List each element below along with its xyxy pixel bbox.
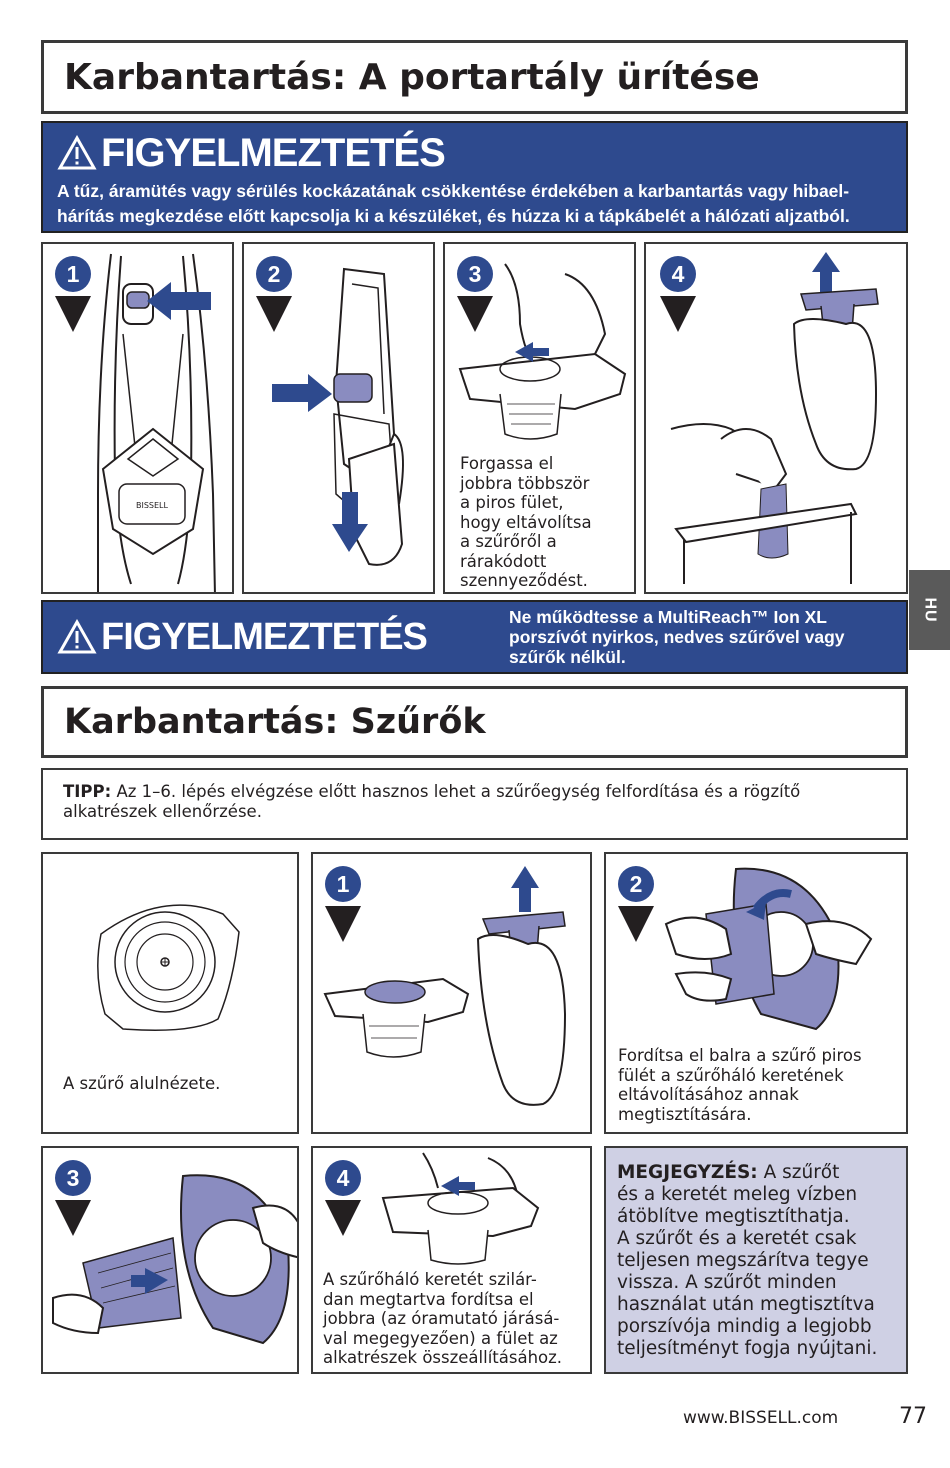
filter-step-number-2: 2	[618, 866, 654, 902]
step-arrow-icon	[325, 906, 361, 942]
logo-text: BISSELL	[136, 501, 168, 510]
filter-bottom-view-panel	[41, 852, 299, 1134]
filter-step-number-4: 4	[325, 1160, 361, 1196]
step-panel-1	[41, 242, 234, 594]
page-number: 77	[899, 1404, 927, 1429]
warning-box	[41, 121, 908, 233]
step-panel-2	[242, 242, 435, 594]
step-arrow-icon	[660, 296, 696, 332]
warning-text: A tűz, áramütés vagy sérülés kockázatának csökkentése érdekében a karbantartás vagy hibael- hárítás megkezdése előtt kapcsolja ki a készüléket, és húzza ki a tápkábelét a hálózati aljzatból.	[57, 181, 850, 226]
filter-step-number-3: 3	[55, 1160, 91, 1196]
note-box: MEGJEGYZÉS: A szűrőt és a keretét meleg vízben átöblítve megtisztíthatja. A szűrőt és a keretét csak teljesen megszárítva tegye vissza. A szűrőt minden használat után megtisztítva porszívója mindig a legjobb teljesítményt fogja nyújtani.	[604, 1146, 908, 1374]
section-title-dust-bin: Karbantartás: A portartály ürítése	[41, 40, 908, 114]
step-arrow-icon	[618, 906, 654, 942]
warning-triangle-icon	[57, 135, 97, 171]
step-arrow-icon	[55, 296, 91, 332]
step-3-caption: Forgassa el jobbra többször a piros fület, hogy eltávolítsa a szűrőről a rárakódott szennyeződést.	[460, 454, 592, 590]
warning-heading: FIGYELMEZTETÉS	[57, 129, 892, 177]
step-number-4: 4	[660, 256, 696, 292]
filter-step-panel-3	[41, 1146, 299, 1374]
language-tab: HU	[909, 570, 950, 650]
step-number-2: 2	[256, 256, 292, 292]
step-panel-3	[443, 242, 636, 594]
tip-box: TIPP: Az 1–6. lépés elvégzése előtt hasznos lehet a szűrőegység felfordítása és a rögzítő alkatrészek ellenőrzése.	[41, 768, 908, 840]
warning-box-filters	[41, 600, 908, 674]
footer-url: www.BISSELL.com	[683, 1408, 839, 1428]
step-arrow-icon	[325, 1200, 361, 1236]
step-arrow-icon	[256, 296, 292, 332]
filter-step-number-1: 1	[325, 866, 361, 902]
filter-step-panel-4	[311, 1146, 592, 1374]
filter-step-panel-2	[604, 852, 908, 1134]
step-number-1: 1	[55, 256, 91, 292]
note-label: MEGJEGYZÉS:	[617, 1162, 758, 1183]
step-panel-4	[644, 242, 908, 594]
warning-triangle-icon	[57, 619, 97, 655]
filter-step-panel-1	[311, 852, 592, 1134]
tip-label: TIPP:	[63, 782, 112, 801]
step-arrow-icon	[457, 296, 493, 332]
step-number-3: 3	[457, 256, 493, 292]
warning-text: Ne működtesse a MultiReach™ Ion XL porszívót nyirkos, nedves szűrővel vagy szűrők nélkül.	[509, 607, 845, 667]
step-arrow-icon	[55, 1200, 91, 1236]
filter-bottom-view-caption: A szűrő alulnézete.	[63, 1074, 221, 1093]
filter-step-4-caption: A szűrőháló keretét szilár- dan megtartva fordítsa el jobbra (az óramutató járásá- val megegyezően) a fület az alkatrészek összeállításához.	[323, 1270, 563, 1367]
section-title-filters: Karbantartás: Szűrők	[41, 686, 908, 758]
warning-heading: FIGYELMEZTETÉS	[57, 613, 509, 661]
filter-step-2-caption: Fordítsa el balra a szűrő piros fülét a szűrőháló keretének eltávolításához annak megtisztítására.	[618, 1046, 862, 1124]
